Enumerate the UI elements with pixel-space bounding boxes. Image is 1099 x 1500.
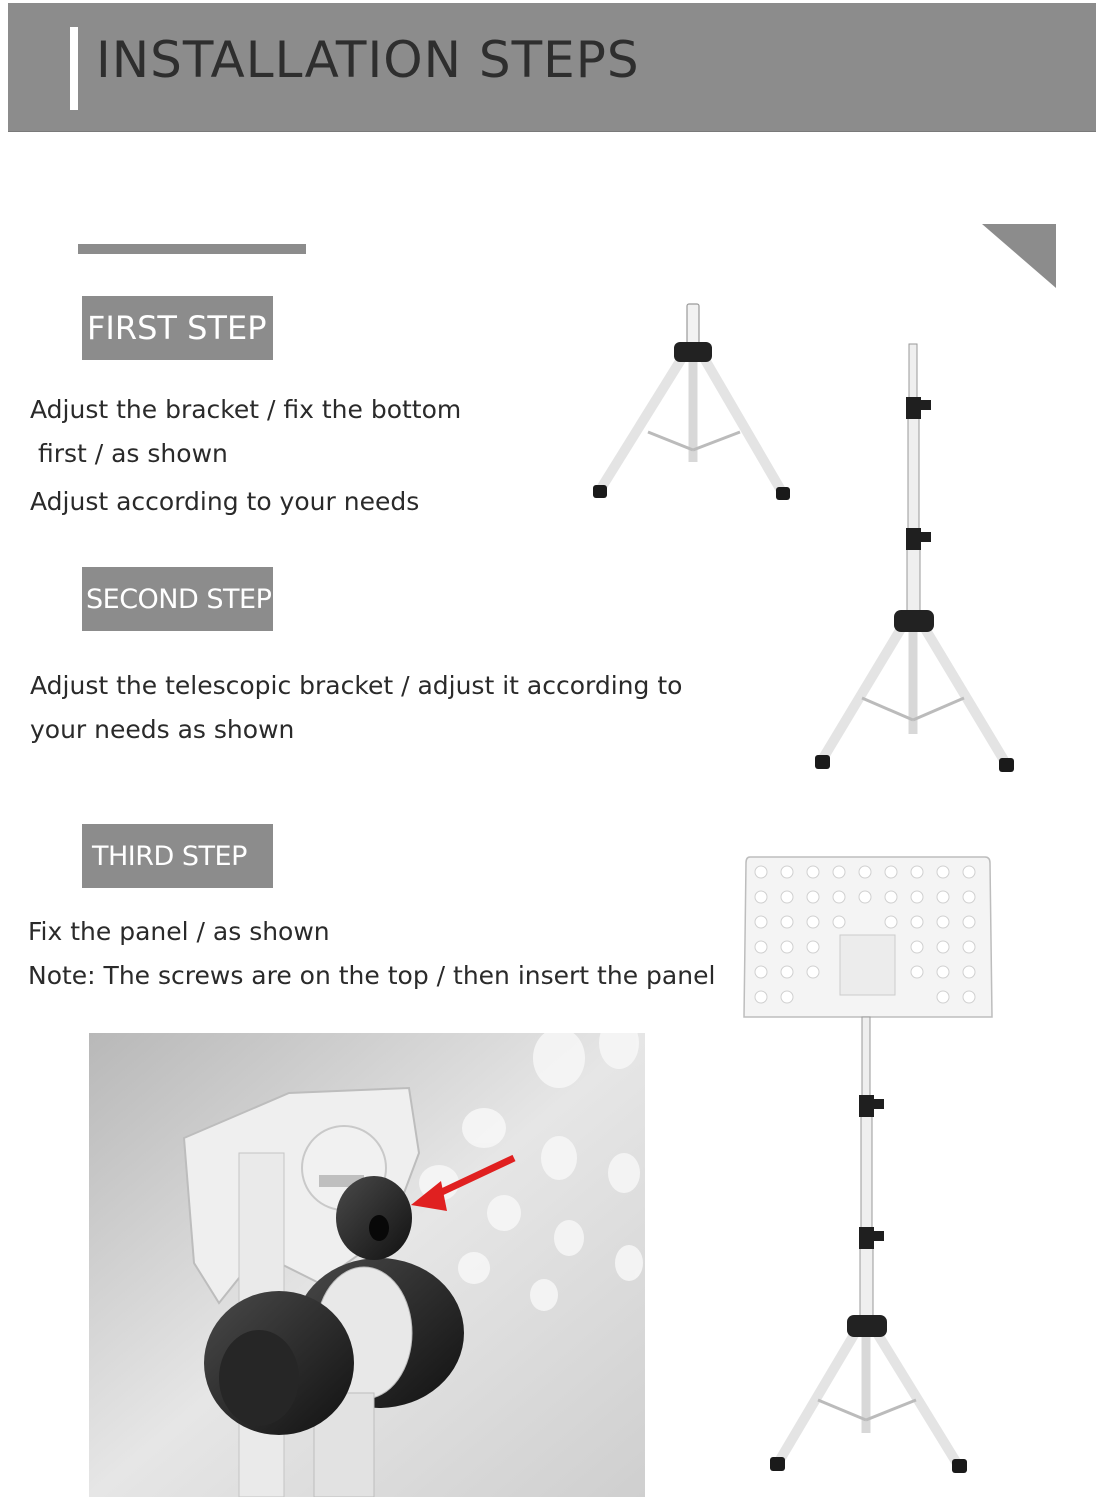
page-title: INSTALLATION STEPS — [96, 31, 640, 89]
decorative-line — [78, 244, 306, 254]
first-step-label: FIRST STEP — [82, 296, 273, 360]
second-step-text-line-1: Adjust the telescopic bracket / adjust it according to — [30, 671, 683, 700]
corner-triangle-icon — [982, 224, 1056, 288]
tripod-base-illustration — [590, 300, 800, 505]
music-stand-illustration — [740, 855, 995, 1475]
header-accent-bar — [70, 27, 78, 110]
third-step-label: THIRD STEP — [82, 824, 273, 888]
first-step-text-line-3: Adjust according to your needs — [30, 487, 420, 516]
third-step-text-line-1: Fix the panel / as shown — [28, 917, 330, 946]
second-step-text-line-2: your needs as shown — [30, 715, 295, 744]
screw-mount-closeup-photo — [89, 1033, 645, 1497]
second-step-label: SECOND STEP — [82, 567, 273, 631]
header-banner — [8, 3, 1096, 132]
first-step-text-line-1: Adjust the bracket / fix the bottom — [30, 395, 462, 424]
telescopic-tripod-illustration — [810, 342, 1025, 777]
first-step-text-line-2: first / as shown — [30, 439, 228, 468]
third-step-text-line-2: Note: The screws are on the top / then insert the panel — [28, 961, 716, 990]
